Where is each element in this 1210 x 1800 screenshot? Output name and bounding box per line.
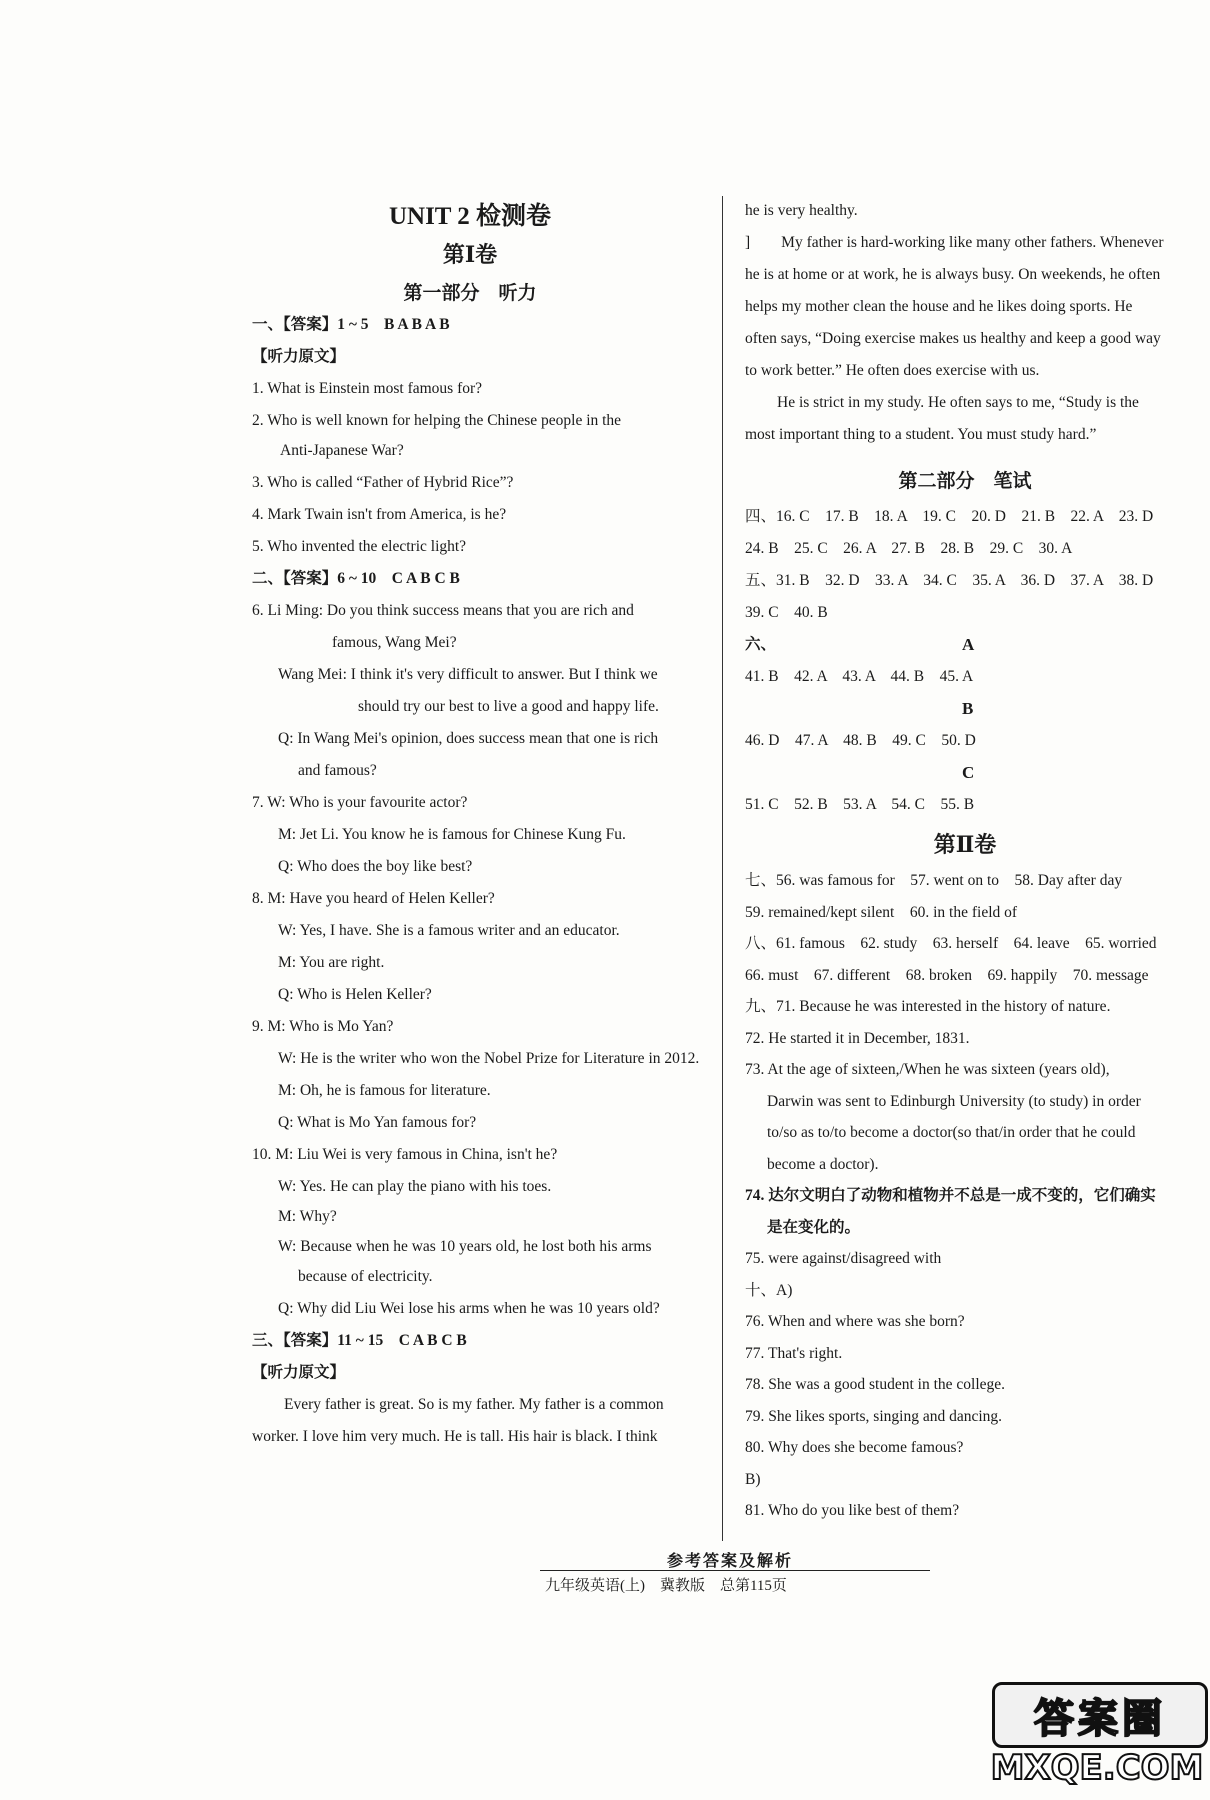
volume-two-title: 第Ⅱ卷	[933, 832, 997, 857]
text-line: famous, Wang Mei?	[332, 634, 457, 651]
text-line: 8. M: Have you heard of Helen Keller?	[252, 890, 495, 907]
text-line: 10. M: Liu Wei is very famous in China, isn't he?	[252, 1146, 558, 1163]
answer-row-c: 51. C 52. B 53. A 54. C 55. B	[745, 796, 975, 813]
text-line: 75. were against/disagreed with	[745, 1250, 942, 1267]
text-line: M: You are right.	[278, 954, 385, 971]
text-line: Q: Who does the boy like best?	[278, 858, 473, 875]
text-line: 3. Who is called “Father of Hybrid Rice”?	[252, 474, 514, 491]
watermark-domain-text: MXQE.COM	[990, 1748, 1204, 1788]
text-line: W: Yes. He can play the piano with his toes.	[278, 1178, 552, 1195]
answer-row-a: 41. B 42. A 43. A 44. B 45. A	[745, 668, 974, 685]
text-line: 一、【答案】1 ~ 5 B A B A B	[252, 316, 450, 333]
footer-rule	[540, 1570, 930, 1571]
footer-title: 参考答案及解析	[666, 1553, 793, 1570]
text-line: 1. What is Einstein most famous for?	[252, 380, 483, 397]
text-line: 78. She was a good student in the college.	[745, 1376, 1006, 1393]
text-line: 6. Li Ming: Do you think success means that you are rich and	[252, 602, 634, 619]
text-line: 76. When and where was she born?	[745, 1313, 965, 1330]
text-line: should try our best to live a good and happy life.	[358, 698, 659, 715]
text-line: 5. Who invented the electric light?	[252, 538, 467, 555]
text-line: B)	[745, 1470, 761, 1488]
text-line: 四、16. C 17. B 18. A 19. C 20. D 21. B 22. A 23. D	[745, 508, 1154, 525]
text-line: M: Oh, he is famous for literature.	[278, 1082, 491, 1099]
text-line: 59. remained/kept silent 60. in the field of	[745, 903, 1018, 921]
group-c-label: C	[962, 763, 975, 782]
text-line: 【听力原文】	[252, 1364, 346, 1381]
text-line: 五、31. B 32. D 33. A 34. C 35. A 36. D 37. A 38. D	[745, 572, 1154, 589]
text-line: He is strict in my study. He often says to me, “Study is the	[777, 394, 1139, 411]
text-line: helps my mother clean the house and he likes doing sports. He	[745, 298, 1133, 315]
text-line: 十、A)	[745, 1281, 793, 1299]
text-line: he is very healthy.	[745, 202, 858, 219]
text-line: 80. Why does she become famous?	[745, 1439, 964, 1456]
text-line: 7. W: Who is your favourite actor?	[252, 794, 468, 811]
text-line: 九、71. Because he was interested in the history of nature.	[745, 998, 1111, 1015]
text-line: Wang Mei: I think it's very difficult to answer. But I think we	[278, 666, 658, 683]
group-b-label: B	[962, 699, 974, 718]
text-line: 9. M: Who is Mo Yan?	[252, 1018, 394, 1035]
text-line: Q: What is Mo Yan famous for?	[278, 1114, 477, 1131]
text-line: W: Because when he was 10 years old, he lost both his arms	[278, 1238, 652, 1255]
text-line: 77. That's right.	[745, 1344, 843, 1362]
answer-row-b: 46. D 47. A 48. B 49. C 50. D	[745, 732, 976, 749]
text-line: to work better.” He often does exercise with us.	[745, 362, 1040, 379]
text-line: M: Why?	[278, 1208, 337, 1225]
text-line: Every father is great. So is my father. My father is a common	[284, 1396, 664, 1413]
text-line: 79. She likes sports, singing and dancing.	[745, 1407, 1003, 1425]
text-line: 是在变化的。	[767, 1218, 861, 1236]
text-line: because of electricity.	[298, 1268, 433, 1285]
watermark-top-text: 答案圈	[992, 1682, 1208, 1748]
text-line: 七、56. was famous for 57. went on to 58. Day after day	[745, 872, 1123, 889]
text-line: 81. Who do you like best of them?	[745, 1502, 960, 1519]
text-line: Anti-Japanese War?	[280, 442, 404, 459]
text-line: become a doctor).	[767, 1155, 879, 1173]
text-line: and famous?	[298, 762, 377, 779]
text-line: 三、【答案】11 ~ 15 C A B C B	[252, 1332, 467, 1349]
text-line: W: He is the writer who won the Nobel Prize for Literature in 2012.	[278, 1050, 700, 1067]
text-line: often says, “Doing exercise makes us healthy and keep a good way	[745, 330, 1161, 347]
text-line: 73. At the age of sixteen,/When he was sixteen (years old),	[745, 1061, 1110, 1078]
text-line: 24. B 25. C 26. A 27. B 28. B 29. C 30. A	[745, 540, 1073, 557]
text-line: 72. He started it in December, 1831.	[745, 1029, 970, 1047]
text-line: most important thing to a student. You must study hard.”	[745, 426, 1097, 443]
text-line: worker. I love him very much. He is tall. His hair is black. I think	[252, 1428, 658, 1445]
text-line: 66. must 67. different 68. broken 69. happily 70. message	[745, 966, 1149, 984]
part-one-heading: 第一部分 听力	[403, 283, 537, 304]
text-line: 4. Mark Twain isn't from America, is he?	[252, 506, 507, 523]
page-title: UNIT 2 检测卷	[388, 203, 552, 230]
text-line: Darwin was sent to Edinburgh University (to study) in order	[767, 1092, 1141, 1110]
text-line: 八、61. famous 62. study 63. herself 64. leave 65. worried	[745, 935, 1157, 952]
text-line: ] My father is hard-working like many other fathers. Whenever	[745, 234, 1164, 251]
footer-page-info: 九年级英语(上) 冀教版 总第115页	[545, 1578, 787, 1594]
watermark-logo	[992, 1682, 1202, 1792]
text-line: Q: In Wang Mei's opinion, does success mean that one is rich	[278, 730, 659, 747]
part-two-heading: 第二部分 笔试	[898, 471, 1032, 492]
text-line: Q: Why did Liu Wei lose his arms when he was 10 years old?	[278, 1300, 660, 1317]
text-line: 六、	[745, 636, 777, 653]
text-line: to/so as to/to become a doctor(so that/in order that he could	[767, 1124, 1136, 1141]
text-line: M: Jet Li. You know he is famous for Chinese Kung Fu.	[278, 826, 626, 843]
column-divider	[722, 196, 723, 1541]
text-line: 【听力原文】	[252, 348, 346, 365]
text-line: 39. C 40. B	[745, 604, 828, 621]
group-a-label: A	[962, 635, 975, 654]
text-line: 二、【答案】6 ~ 10 C A B C B	[252, 570, 460, 587]
text-line: 2. Who is well known for helping the Chinese people in the	[252, 412, 622, 429]
volume-one-title: 第Ⅰ卷	[442, 242, 498, 267]
text-line: he is at home or at work, he is always busy. On weekends, he often	[745, 266, 1161, 283]
text-line: 74. 达尔文明白了动物和植物并不总是一成不变的，它们确实	[745, 1187, 1156, 1204]
text-line: Q: Who is Helen Keller?	[278, 986, 432, 1003]
text-line: W: Yes, I have. She is a famous writer and an educator.	[278, 922, 620, 939]
